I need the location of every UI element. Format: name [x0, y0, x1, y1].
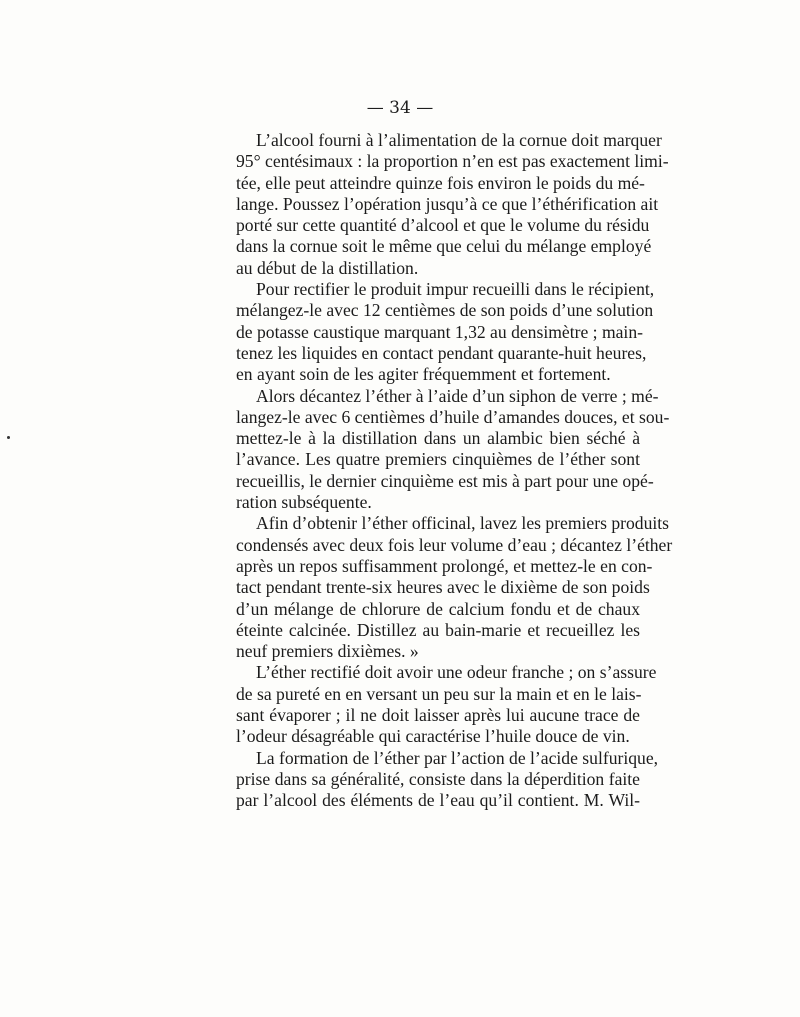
text-line: L’alcool fourni à l’alimentation de la cornue doit marquer	[256, 130, 662, 150]
text-line: porté sur cette quantité d’alcool et que le volume du résidu	[236, 215, 650, 236]
text-line: L’éther rectifié doit avoir une odeur franche ; on s’assure	[256, 662, 657, 683]
text-line: dans la cornue soit le même que celui du mélange employé	[236, 236, 652, 257]
body-text	[236, 130, 673, 812]
paragraph	[236, 662, 657, 747]
text-line: langez-le avec 6 centièmes d’huile d’amandes douces, et sou-	[236, 406, 670, 427]
text-line: de sa pureté en en versant un peu sur la main et en le lais-	[236, 683, 642, 704]
text-line: lange. Poussez l’opération jusqu’à ce que l’éthérification ait	[236, 193, 659, 214]
text-line: mettez-le à la distillation dans un alambic bien séché à	[236, 428, 640, 449]
text-line: en ayant soin de les agiter fréquemment et fortement.	[236, 364, 611, 385]
paragraph	[236, 747, 659, 812]
text-line: l’avance. Les quatre premiers cinquièmes de l’éther sont	[236, 449, 640, 470]
text-line: Pour rectifier le produit impur recueilli dans le récipient,	[256, 279, 655, 300]
text-line: prise dans sa généralité, consiste dans la déperdition faite	[236, 768, 640, 789]
text-line: après un repos suffisamment prolongé, et mettez-le en con-	[236, 555, 653, 576]
text-line: tenez les liquides en contact pendant quarante-huit heures,	[236, 342, 647, 363]
paragraph	[236, 130, 669, 279]
text-line: tact pendant trente-six heures avec le dixième de son poids	[236, 577, 650, 598]
text-line: neuf premiers dixièmes. »	[236, 641, 419, 662]
text-line: recueillis, le dernier cinquième est mis à part pour une opé-	[236, 470, 654, 491]
text-line: l’odeur désagréable qui caractérise l’huile douce de vin.	[236, 726, 630, 747]
text-line: éteinte calcinée. Distillez au bain-marie et recueillez les	[236, 619, 640, 640]
text-line: de potasse caustique marquant 1,32 au densimètre ; main-	[236, 321, 643, 342]
text-line: La formation de l’éther par l’action de l’acide sulfurique,	[256, 747, 659, 768]
text-line: par l’alcool des éléments de l’eau qu’il contient. M. Wil-	[236, 790, 640, 811]
text-line: Alors décantez l’éther à l’aide d’un siphon de verre ; mé-	[256, 385, 659, 406]
paragraph	[236, 513, 673, 662]
text-line: au début de la distillation.	[236, 257, 419, 278]
text-line: mélangez-le avec 12 centièmes de son poids d’une solution	[236, 300, 654, 321]
text-line: condensés avec deux fois leur volume d’eau ; décantez l’éther	[236, 534, 673, 555]
text-line: sant évaporer ; il ne doit laisser après lui aucune trace de	[236, 705, 640, 726]
text-line: ration subséquente.	[236, 492, 372, 513]
text-line: 95° centésimaux : la proportion n’en est pas exactement limi-	[236, 151, 669, 172]
text-line: d’un mélange de chlorure de calcium fondu et de chaux	[236, 598, 640, 619]
paragraph	[236, 279, 655, 385]
paragraph	[236, 385, 670, 514]
page-number: — 34 —	[366, 98, 434, 118]
text-line: tée, elle peut atteindre quinze fois environ le poids du mé-	[236, 172, 645, 193]
text-line: Afin d’obtenir l’éther officinal, lavez les premiers produits	[256, 513, 669, 534]
ink-speck	[7, 436, 10, 439]
